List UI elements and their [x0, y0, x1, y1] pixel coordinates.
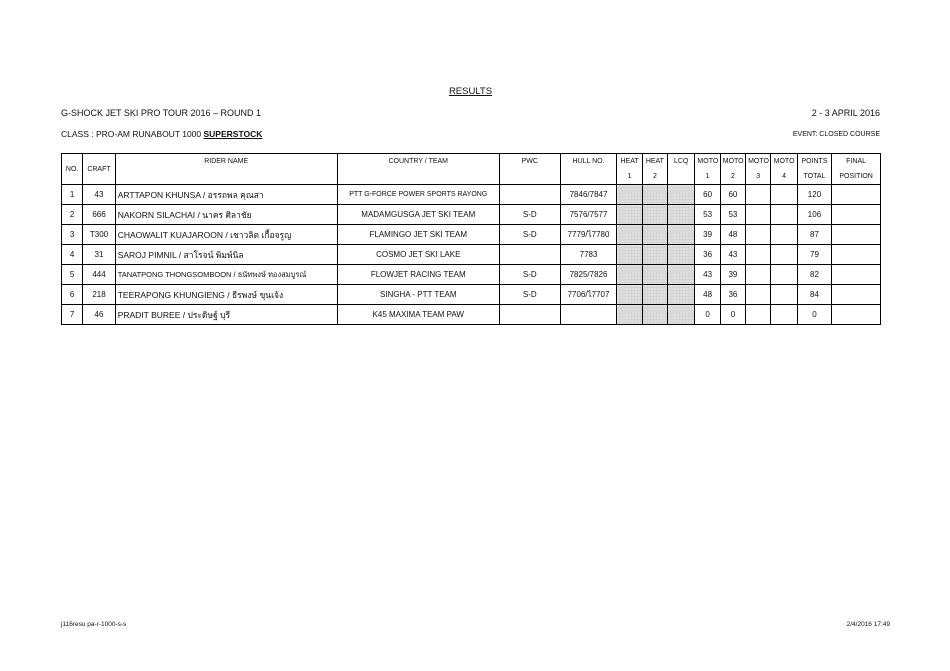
cell-points: 84 — [797, 285, 831, 305]
cell-final — [832, 285, 881, 305]
cell-points: 82 — [797, 265, 831, 285]
cell-moto3 — [746, 285, 771, 305]
cell-craft: 31 — [83, 245, 115, 265]
cell-heat1 — [617, 245, 642, 265]
cell-team: COSMO JET SKI LAKE — [337, 245, 499, 265]
cell-team: MADAMGUSGA JET SKI TEAM — [337, 205, 499, 225]
cell-points: 120 — [797, 185, 831, 205]
cell-pwc — [499, 245, 560, 265]
event-date: 2 - 3 APRIL 2016 — [811, 108, 880, 118]
header-lcq-sub — [668, 169, 695, 185]
footer-file-code: j116resu pa-r-1000-s-s — [61, 621, 127, 628]
cell-team: FLOWJET RACING TEAM — [337, 265, 499, 285]
cell-craft: 46 — [83, 305, 115, 325]
cell-heat1 — [617, 305, 642, 325]
header-craft: CRAFT — [83, 154, 115, 185]
table-row — [62, 265, 881, 285]
cell-rider: PRADIT BUREE / ประดิษฐ์ บุรี — [115, 305, 337, 325]
table-row — [62, 285, 881, 305]
cell-team: SINGHA - PTT TEAM — [337, 285, 499, 305]
cell-heat1 — [617, 185, 642, 205]
table-row — [62, 225, 881, 245]
cell-moto2: 53 — [720, 205, 745, 225]
cell-craft: 666 — [83, 205, 115, 225]
header-no: NO. — [62, 154, 83, 185]
cell-no: 4 — [62, 245, 83, 265]
cell-heat2 — [642, 305, 667, 325]
header-heat1: HEAT — [617, 154, 642, 170]
header-hull-sub — [560, 169, 617, 185]
cell-points: 87 — [797, 225, 831, 245]
cell-lcq — [668, 185, 695, 205]
cell-final — [832, 245, 881, 265]
cell-team: K45 MAXIMA TEAM PAW — [337, 305, 499, 325]
cell-heat2 — [642, 245, 667, 265]
header-country: COUNTRY / TEAM — [337, 154, 499, 170]
header-moto3-sub: 3 — [746, 169, 771, 185]
cell-no: 3 — [62, 225, 83, 245]
header-moto2-sub: 2 — [720, 169, 745, 185]
header-final-sub: POSITION — [832, 169, 881, 185]
cell-moto3 — [746, 305, 771, 325]
cell-lcq — [668, 225, 695, 245]
cell-heat2 — [642, 205, 667, 225]
cell-lcq — [668, 305, 695, 325]
cell-moto4 — [771, 225, 797, 245]
cell-hull — [560, 305, 617, 325]
cell-moto3 — [746, 225, 771, 245]
cell-moto2: 48 — [720, 225, 745, 245]
header-moto3: MOTO — [746, 154, 771, 170]
cell-moto3 — [746, 245, 771, 265]
cell-lcq — [668, 265, 695, 285]
cell-heat2 — [642, 225, 667, 245]
cell-moto2: 0 — [720, 305, 745, 325]
cell-rider: ARTTAPON KHUNSA / อรรถพล คุณสา — [115, 185, 337, 205]
cell-pwc — [499, 305, 560, 325]
cell-final — [832, 185, 881, 205]
cell-moto4 — [771, 205, 797, 225]
cell-rider: CHAOWALIT KUAJAROON / เชาวลิต เกื้อจรูญ — [115, 225, 337, 245]
cell-lcq — [668, 205, 695, 225]
cell-no: 2 — [62, 205, 83, 225]
class-prefix: CLASS : PRO-AM RUNABOUT 1000 — [61, 129, 204, 139]
header-moto4: MOTO — [771, 154, 797, 170]
cell-final — [832, 225, 881, 245]
header-moto1: MOTO — [695, 154, 720, 170]
cell-heat1 — [617, 285, 642, 305]
cell-moto4 — [771, 265, 797, 285]
header-heat2-sub: 2 — [642, 169, 667, 185]
header-lcq: LCQ — [668, 154, 695, 170]
cell-moto3 — [746, 205, 771, 225]
cell-craft: T300 — [83, 225, 115, 245]
cell-lcq — [668, 285, 695, 305]
cell-heat1 — [617, 205, 642, 225]
cell-moto4 — [771, 285, 797, 305]
cell-hull: 7783 — [560, 245, 617, 265]
cell-final — [832, 205, 881, 225]
cell-moto1: 43 — [695, 265, 720, 285]
header-hull: HULL NO. — [560, 154, 617, 170]
cell-heat2 — [642, 285, 667, 305]
header-final: FINAL — [832, 154, 881, 170]
cell-points: 0 — [797, 305, 831, 325]
event-name: G-SHOCK JET SKI PRO TOUR 2016 – ROUND 1 — [61, 108, 262, 118]
cell-moto1: 36 — [695, 245, 720, 265]
header-heat1-sub: 1 — [617, 169, 642, 185]
header-heat2: HEAT — [642, 154, 667, 170]
cell-moto3 — [746, 265, 771, 285]
cell-pwc: S-D — [499, 265, 560, 285]
header-pwc: PWC — [499, 154, 560, 170]
class-suffix: SUPERSTOCK — [203, 129, 263, 139]
cell-hull: 7706/ไ7707 — [560, 285, 617, 305]
cell-moto4 — [771, 185, 797, 205]
header-rider-sub — [115, 169, 337, 185]
header-points: POINTS — [797, 154, 831, 170]
header-pwc-sub — [499, 169, 560, 185]
cell-pwc: S-D — [499, 205, 560, 225]
cell-moto4 — [771, 305, 797, 325]
cell-points: 79 — [797, 245, 831, 265]
cell-craft: 444 — [83, 265, 115, 285]
cell-moto2: 36 — [720, 285, 745, 305]
cell-rider: TANATPONG THONGSOMBOON / ธนัทพงษ์ ทองสมบูรณ์ — [115, 265, 337, 285]
results-table — [61, 153, 881, 325]
cell-moto1: 53 — [695, 205, 720, 225]
cell-heat2 — [642, 185, 667, 205]
cell-heat1 — [617, 265, 642, 285]
header-rider: RIDER NAME — [115, 154, 337, 170]
cell-points: 106 — [797, 205, 831, 225]
cell-lcq — [668, 245, 695, 265]
header-country-sub — [337, 169, 499, 185]
page-title: RESULTS — [448, 86, 493, 97]
table-row — [62, 245, 881, 265]
table-row — [62, 205, 881, 225]
footer-timestamp: 2/4/2016 17:49 — [846, 621, 890, 628]
cell-moto3 — [746, 185, 771, 205]
cell-no: 1 — [62, 185, 83, 205]
cell-no: 6 — [62, 285, 83, 305]
cell-final — [832, 265, 881, 285]
cell-craft: 218 — [83, 285, 115, 305]
cell-team: PTT G-FORCE POWER SPORTS RAYONG — [337, 185, 499, 205]
cell-no: 7 — [62, 305, 83, 325]
cell-pwc: S-D — [499, 225, 560, 245]
cell-moto1: 48 — [695, 285, 720, 305]
cell-moto1: 0 — [695, 305, 720, 325]
cell-moto1: 39 — [695, 225, 720, 245]
cell-rider: SAROJ PIMNIL / สาโรจน์ พิมพ์นิล — [115, 245, 337, 265]
cell-final — [832, 305, 881, 325]
header-moto4-sub: 4 — [771, 169, 797, 185]
cell-pwc — [499, 185, 560, 205]
cell-rider: TEERAPONG KHUNGIENG / ธีรพงษ์ ขุนเจ้ง — [115, 285, 337, 305]
event-type: EVENT: CLOSED COURSE — [792, 131, 880, 138]
header-points-sub: TOTAL — [797, 169, 831, 185]
cell-heat2 — [642, 265, 667, 285]
cell-hull: 7576/7577 — [560, 205, 617, 225]
table-row — [62, 305, 881, 325]
cell-rider: NAKORN SILACHAI / นาคร ศิลาชัย — [115, 205, 337, 225]
cell-moto2: 60 — [720, 185, 745, 205]
cell-hull: 7846/7847 — [560, 185, 617, 205]
cell-moto4 — [771, 245, 797, 265]
class-line — [61, 129, 262, 139]
cell-moto2: 43 — [720, 245, 745, 265]
cell-craft: 43 — [83, 185, 115, 205]
cell-hull: 7779/ไ7780 — [560, 225, 617, 245]
header-moto2: MOTO — [720, 154, 745, 170]
cell-moto1: 60 — [695, 185, 720, 205]
cell-no: 5 — [62, 265, 83, 285]
cell-pwc: S-D — [499, 285, 560, 305]
table-row — [62, 185, 881, 205]
cell-team: FLAMINGO JET SKI TEAM — [337, 225, 499, 245]
cell-hull: 7825/7826 — [560, 265, 617, 285]
header-moto1-sub: 1 — [695, 169, 720, 185]
cell-moto2: 39 — [720, 265, 745, 285]
cell-heat1 — [617, 225, 642, 245]
